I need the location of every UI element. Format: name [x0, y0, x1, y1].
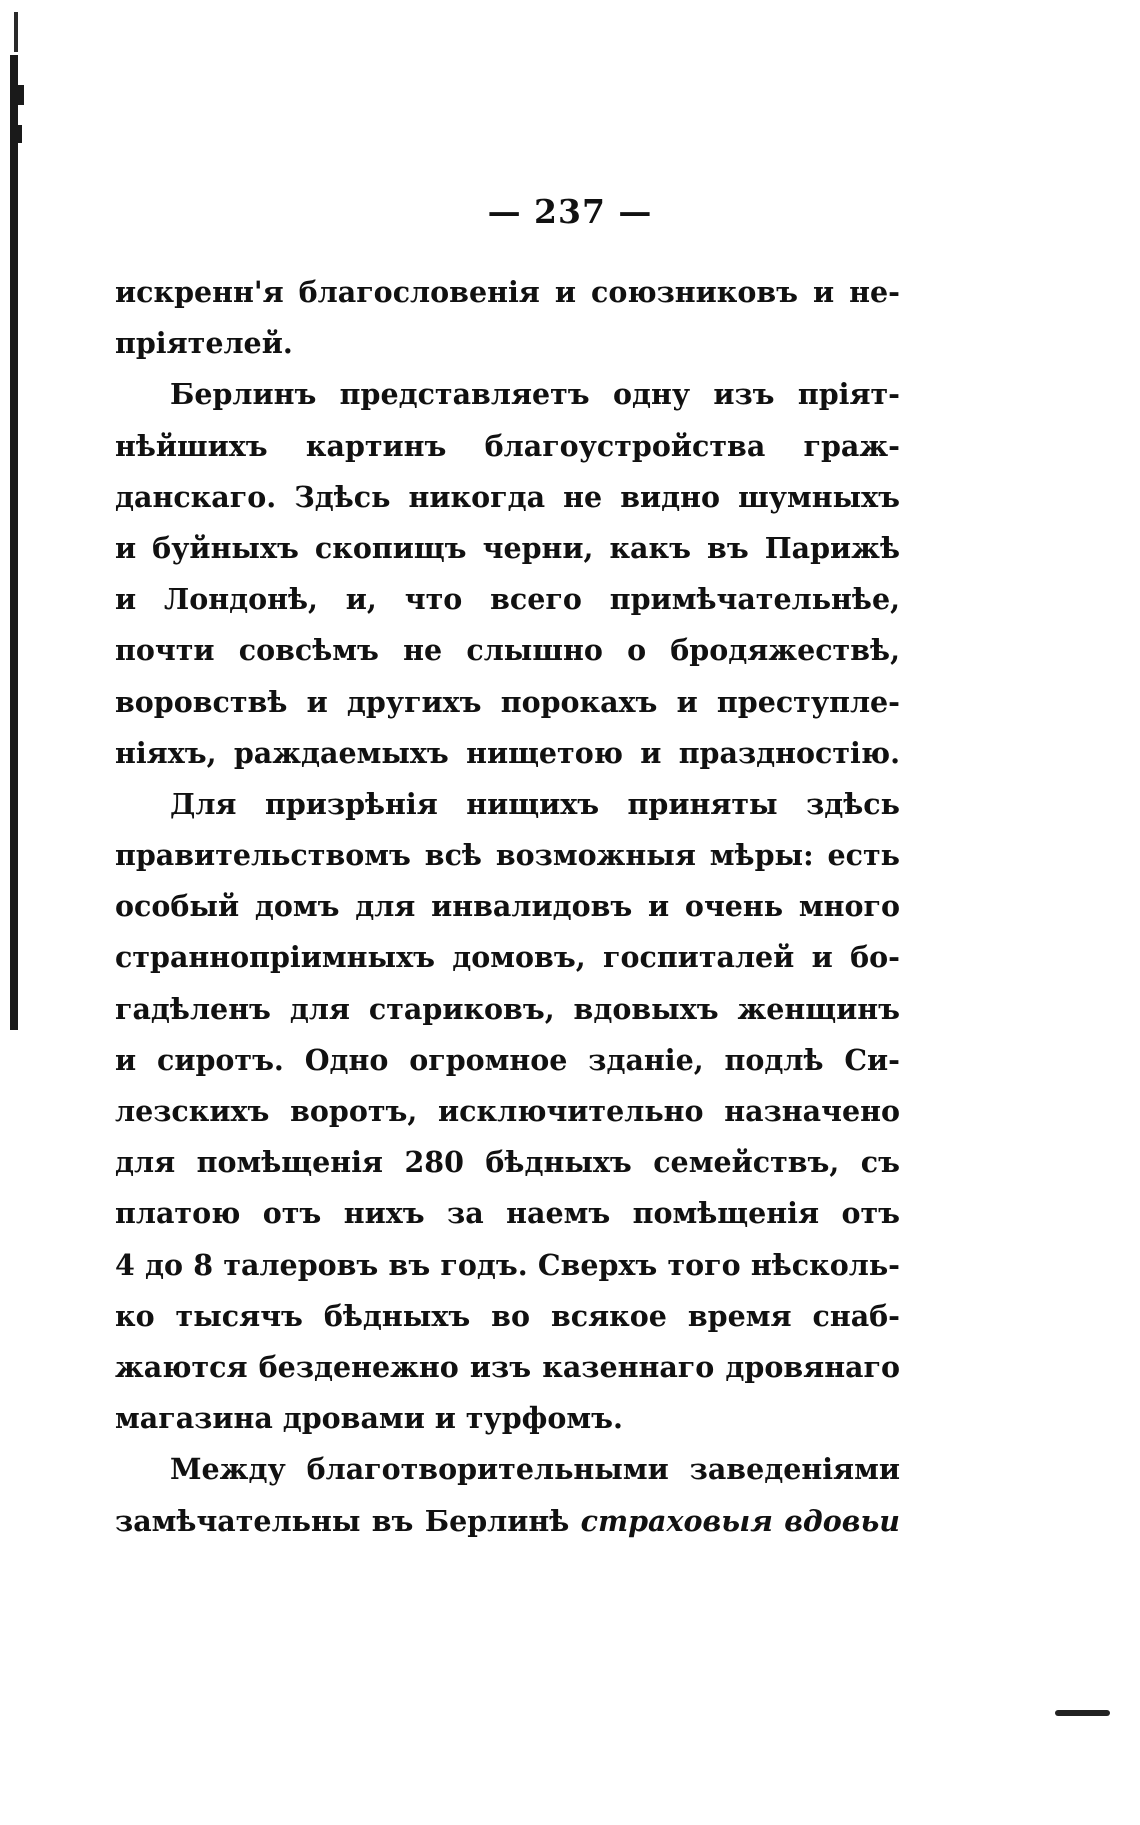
text-line: и Лондонѣ, и, что всего примѣчательнѣе,: [115, 582, 900, 617]
binding-notch: [18, 125, 22, 143]
text-line: и сиротъ. Одно огромное зданіе, подлѣ Си-: [115, 1042, 900, 1077]
text-line: ніяхъ, раждаемыхъ нищетою и праздностію.: [115, 735, 900, 770]
page-number: — 237 —: [487, 192, 653, 231]
text-line: гадѣленъ для стариковъ, вдовыхъ женщинъ: [115, 991, 900, 1026]
text-line: лезскихъ воротъ, исключительно назначено: [115, 1094, 900, 1128]
body-text: [115, 267, 900, 1547]
text-line: искренн'я благословенія и союзниковъ и не-: [115, 275, 900, 309]
text-line: и буйныхъ скопищъ черни, какъ въ Парижѣ: [115, 530, 900, 565]
text-line: для помѣщенія 280 бѣдныхъ семействъ, съ: [115, 1145, 900, 1180]
text-line: Между благотворительными заведеніями: [170, 1452, 900, 1487]
text-line: платою отъ нихъ за наемъ помѣщенія отъ: [115, 1196, 900, 1231]
text-line: почти совсѣмъ не слышно о бродяжествѣ,: [115, 633, 900, 668]
text-line: жаются безденежно изъ казеннаго дровянаго: [115, 1349, 900, 1384]
text-line: правительствомъ всѣ возможныя мѣры: есть: [115, 838, 900, 873]
binding-notch: [18, 85, 24, 105]
text-line: данскаго. Здѣсь никогда не видно шумныхъ: [115, 479, 900, 514]
text-line: [115, 1496, 900, 1547]
text-line: магазина дровами и турфомъ.: [115, 1401, 623, 1436]
ink-smudge: [1055, 1710, 1110, 1716]
text-line: страннопріимныхъ домовъ, госпиталей и бо-: [115, 940, 900, 975]
text-line: Для призрѣнія нищихъ приняты здѣсь: [170, 786, 900, 821]
text-line: 4 до 8 талеровъ въ годъ. Сверхъ того нѣсколь-: [115, 1247, 900, 1282]
text-line: Берлинъ представляетъ одну изъ пріят-: [170, 377, 900, 412]
text-line: особый домъ для инвалидовъ и очень много: [115, 889, 900, 924]
text-line: ко тысячъ бѣдныхъ во всякое время снаб-: [115, 1298, 900, 1333]
text-line: воровствѣ и другихъ порокахъ и преступле-: [115, 684, 900, 719]
italic-text-span: страховыя вдовьи: [580, 1503, 900, 1538]
text-span: замѣчательны въ Берлинѣ: [115, 1503, 581, 1538]
text-line: нѣйшихъ картинъ благоустройства граж-: [115, 428, 900, 463]
binding-shadow-top: [14, 12, 18, 52]
text-line: пріятелей.: [115, 326, 293, 361]
